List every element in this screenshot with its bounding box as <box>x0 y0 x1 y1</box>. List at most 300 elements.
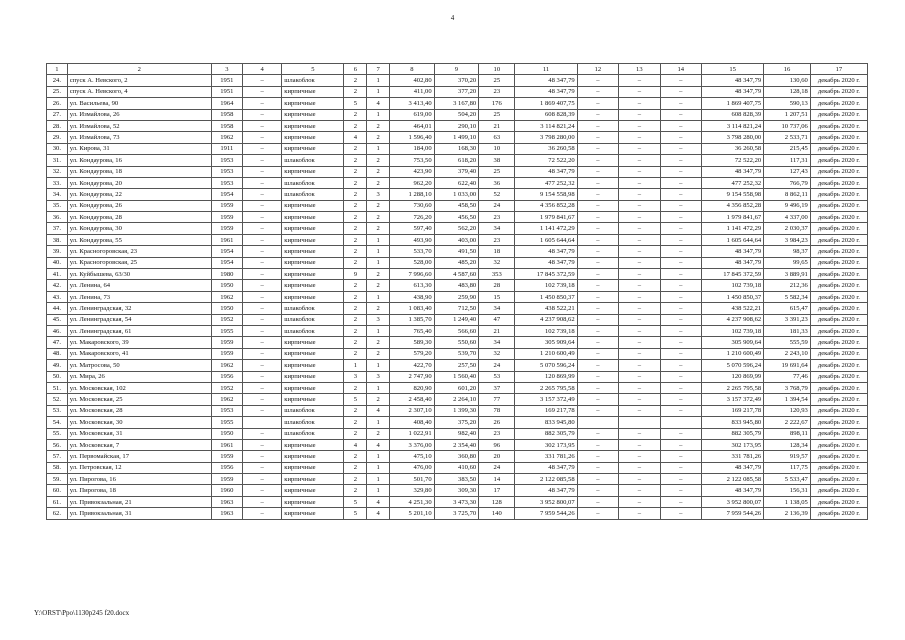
table-cell: 18 <box>479 246 515 257</box>
table-cell: кирпичные <box>282 508 344 519</box>
column-header: 8 <box>390 64 435 75</box>
table-cell: 2 <box>344 189 367 200</box>
table-cell: 3 114 821,24 <box>515 120 577 131</box>
table-row <box>47 303 868 314</box>
table-cell: 2 265 795,58 <box>702 382 764 393</box>
table-cell: ул. Макаровского, 39 <box>67 337 211 348</box>
table-cell: шлакоблок <box>282 177 344 188</box>
table-cell: ул. Васильева, 90 <box>67 98 211 109</box>
table-cell: 3 798 280,00 <box>515 132 577 143</box>
table-cell: 411,00 <box>390 86 435 97</box>
table-cell: кирпичные <box>282 280 344 291</box>
table-cell: 28 <box>479 280 515 291</box>
table-cell: – <box>242 200 281 211</box>
table-cell: декабрь 2020 г. <box>810 360 867 371</box>
table-cell <box>619 417 660 428</box>
table-cell: декабрь 2020 г. <box>810 98 867 109</box>
table-cell: – <box>577 337 618 348</box>
table-cell: 52. <box>47 394 68 405</box>
table-cell: – <box>619 291 660 302</box>
table-cell: 2 <box>344 143 367 154</box>
table-cell: 379,40 <box>434 166 479 177</box>
table-cell: 4 237 908,62 <box>515 314 577 325</box>
table-cell: – <box>619 314 660 325</box>
table-cell: 36. <box>47 212 68 223</box>
table-cell: 2 <box>367 303 390 314</box>
table-cell: 46. <box>47 325 68 336</box>
table-cell: 1959 <box>211 337 242 348</box>
table-cell: – <box>660 200 701 211</box>
table-cell: 3 <box>367 314 390 325</box>
table-cell: – <box>242 177 281 188</box>
table-cell <box>577 417 618 428</box>
column-header: 17 <box>810 64 867 75</box>
column-header: 2 <box>67 64 211 75</box>
table-cell: ул. Измайлова, 26 <box>67 109 211 120</box>
table-cell: ул. Матросова, 50 <box>67 360 211 371</box>
table-cell: 20 <box>479 451 515 462</box>
table-cell: – <box>619 155 660 166</box>
table-cell: 1956 <box>211 371 242 382</box>
footer-file-path: Y:\ORST\Ppo\1130p245 f20.docx <box>34 609 130 617</box>
table-cell: ул. Куйбышева, 63/30 <box>67 269 211 280</box>
table-cell: – <box>242 212 281 223</box>
table-cell: 3 725,70 <box>434 508 479 519</box>
table-cell: 2 <box>367 428 390 439</box>
table-cell: 117,31 <box>764 155 811 166</box>
table-cell: – <box>619 75 660 86</box>
table-cell: 423,90 <box>390 166 435 177</box>
table-row <box>47 223 868 234</box>
table-cell: – <box>242 291 281 302</box>
table-row <box>47 257 868 268</box>
table-cell: 48 347,79 <box>515 246 577 257</box>
table-cell: – <box>577 314 618 325</box>
table-cell: 120,93 <box>764 405 811 416</box>
table-cell: ул. Московская, 25 <box>67 394 211 405</box>
table-cell: 1 <box>367 382 390 393</box>
table-cell: – <box>619 485 660 496</box>
table-cell: 438,90 <box>390 291 435 302</box>
table-cell: – <box>577 269 618 280</box>
table-cell: ул. Петровская, 12 <box>67 462 211 473</box>
table-cell: – <box>619 303 660 314</box>
table-cell: – <box>619 508 660 519</box>
table-cell: – <box>577 291 618 302</box>
table-cell: – <box>619 109 660 120</box>
table-row <box>47 246 868 257</box>
table-cell: 1959 <box>211 474 242 485</box>
table-cell: 2 <box>367 155 390 166</box>
table-cell: 28. <box>47 120 68 131</box>
table-cell: – <box>619 189 660 200</box>
table-cell: 48 347,79 <box>515 257 577 268</box>
table-cell: – <box>242 439 281 450</box>
table-cell: – <box>577 86 618 97</box>
table-cell: 1 <box>367 257 390 268</box>
table-cell: 1959 <box>211 348 242 359</box>
table-cell: – <box>619 166 660 177</box>
table-cell: ул. Макаровского, 41 <box>67 348 211 359</box>
table-cell: 17 845 372,59 <box>702 269 764 280</box>
table-cell: 117,75 <box>764 462 811 473</box>
table-cell: 10 737,06 <box>764 120 811 131</box>
table-cell: 820,90 <box>390 382 435 393</box>
table-row <box>47 212 868 223</box>
table-cell: 102 739,18 <box>515 325 577 336</box>
table-cell: 49. <box>47 360 68 371</box>
table-cell: 9 <box>344 269 367 280</box>
table-cell: – <box>619 246 660 257</box>
table-cell: 34 <box>479 337 515 348</box>
table-cell: 42. <box>47 280 68 291</box>
table-cell: 962,20 <box>390 177 435 188</box>
table-cell: 48 347,79 <box>515 462 577 473</box>
table-cell: – <box>660 428 701 439</box>
table-cell: спуск А. Невского, 2 <box>67 75 211 86</box>
table-cell: 215,45 <box>764 143 811 154</box>
table-cell: 1 210 600,49 <box>702 348 764 359</box>
table-cell: 2 533,71 <box>764 132 811 143</box>
table-cell: 25. <box>47 86 68 97</box>
table-header-row <box>47 64 868 75</box>
table-cell: 34 <box>479 223 515 234</box>
table-cell: 102 739,18 <box>515 280 577 291</box>
table-cell: 1 <box>367 417 390 428</box>
table-cell: 212,36 <box>764 280 811 291</box>
table-cell: кирпичные <box>282 269 344 280</box>
table-cell: декабрь 2020 г. <box>810 439 867 450</box>
table-cell: 72 522,20 <box>702 155 764 166</box>
table-cell: 40. <box>47 257 68 268</box>
table-cell: 765,40 <box>390 325 435 336</box>
table-cell: 169 217,78 <box>702 405 764 416</box>
table-cell: 24 <box>479 200 515 211</box>
table-cell: – <box>577 496 618 507</box>
table-cell: 2 <box>344 234 367 245</box>
table-cell: 48 347,79 <box>515 86 577 97</box>
table-cell: 4 <box>367 98 390 109</box>
table-cell: – <box>577 360 618 371</box>
table-cell: декабрь 2020 г. <box>810 143 867 154</box>
table-cell: 60. <box>47 485 68 496</box>
table-cell: 615,47 <box>764 303 811 314</box>
table-cell: – <box>577 109 618 120</box>
table-cell <box>660 417 701 428</box>
table-cell: – <box>242 234 281 245</box>
table-cell: 331 781,26 <box>515 451 577 462</box>
table-cell: 29. <box>47 132 68 143</box>
table-cell: 32 <box>479 257 515 268</box>
table-cell: – <box>660 234 701 245</box>
table-cell: – <box>577 177 618 188</box>
table-cell: 3 167,80 <box>434 98 479 109</box>
table-cell: 2 <box>344 405 367 416</box>
table-cell: кирпичные <box>282 371 344 382</box>
table-cell: 58. <box>47 462 68 473</box>
table-cell: 78 <box>479 405 515 416</box>
table-cell: 1953 <box>211 166 242 177</box>
column-header: 6 <box>344 64 367 75</box>
table-cell: 120 869,99 <box>702 371 764 382</box>
table-cell: 1955 <box>211 325 242 336</box>
table-cell: 1962 <box>211 132 242 143</box>
table-cell: 2 <box>344 177 367 188</box>
table-row <box>47 382 868 393</box>
table-cell: кирпичные <box>282 451 344 462</box>
table-cell: 26 <box>479 417 515 428</box>
table-cell: – <box>242 394 281 405</box>
table-cell: ул. Красногоровская, 25 <box>67 257 211 268</box>
table-cell: – <box>242 303 281 314</box>
table-cell: 2 747,90 <box>390 371 435 382</box>
table-cell: – <box>242 246 281 257</box>
table-cell: ул. Кондаурова, 30 <box>67 223 211 234</box>
table-cell: 2 <box>344 109 367 120</box>
table-cell: 2 307,10 <box>390 405 435 416</box>
table-cell: – <box>660 303 701 314</box>
table-cell: ул. Ленинградская, 61 <box>67 325 211 336</box>
table-cell: 550,60 <box>434 337 479 348</box>
table-cell: 383,50 <box>434 474 479 485</box>
table-cell: кирпичные <box>282 223 344 234</box>
table-cell: кирпичные <box>282 485 344 496</box>
table-cell: 1 605 644,64 <box>515 234 577 245</box>
table-cell: – <box>660 120 701 131</box>
table-cell: 5 582,34 <box>764 291 811 302</box>
table-cell: 2 <box>344 280 367 291</box>
table-cell: ул. Кондаурова, 22 <box>67 189 211 200</box>
table-cell: – <box>660 257 701 268</box>
table-cell: 555,59 <box>764 337 811 348</box>
table-cell: 2 <box>344 462 367 473</box>
column-header: 13 <box>619 64 660 75</box>
table-cell: декабрь 2020 г. <box>810 109 867 120</box>
table-cell: 38. <box>47 234 68 245</box>
table-cell: кирпичные <box>282 234 344 245</box>
table-cell: – <box>577 212 618 223</box>
table-cell: кирпичные <box>282 246 344 257</box>
table-cell: 4 356 852,28 <box>515 200 577 211</box>
table-cell: – <box>577 166 618 177</box>
table-cell: 2 <box>344 75 367 86</box>
table-cell: – <box>577 234 618 245</box>
table-cell: 464,01 <box>390 120 435 131</box>
table-cell: 2 136,39 <box>764 508 811 519</box>
table-cell: 2 122 085,58 <box>515 474 577 485</box>
table-cell: 2 <box>367 348 390 359</box>
table-cell: 128,18 <box>764 86 811 97</box>
table-cell: 21 <box>479 120 515 131</box>
table-cell: – <box>242 428 281 439</box>
table-cell: – <box>660 212 701 223</box>
table-row <box>47 155 868 166</box>
table-cell: – <box>619 439 660 450</box>
table-cell: – <box>619 120 660 131</box>
table-cell: 1950 <box>211 428 242 439</box>
table-cell: 501,70 <box>390 474 435 485</box>
table-cell: 1911 <box>211 143 242 154</box>
table-cell: декабрь 2020 г. <box>810 86 867 97</box>
table-cell: 3 413,40 <box>390 98 435 109</box>
table-cell: ул. Привокзальная, 31 <box>67 508 211 519</box>
table-cell: – <box>619 382 660 393</box>
table-cell: 3 952 800,07 <box>515 496 577 507</box>
table-cell: – <box>619 474 660 485</box>
table-row <box>47 98 868 109</box>
table-cell: декабрь 2020 г. <box>810 417 867 428</box>
table-cell: 1963 <box>211 508 242 519</box>
table-cell: – <box>619 212 660 223</box>
table-cell: ул. Московская, 30 <box>67 417 211 428</box>
table-cell: 438 522,21 <box>515 303 577 314</box>
table-cell: кирпичные <box>282 337 344 348</box>
table-cell: 10 <box>479 143 515 154</box>
table-cell: 1 596,40 <box>390 132 435 143</box>
table-cell: 1 <box>367 75 390 86</box>
table-cell: 608 828,39 <box>515 109 577 120</box>
table-cell: 2 222,67 <box>764 417 811 428</box>
table-cell: – <box>660 405 701 416</box>
table-cell: декабрь 2020 г. <box>810 371 867 382</box>
table-cell: 597,40 <box>390 223 435 234</box>
table-cell: декабрь 2020 г. <box>810 314 867 325</box>
table-cell: – <box>619 200 660 211</box>
table-cell: 1 207,51 <box>764 109 811 120</box>
table-cell: 39. <box>47 246 68 257</box>
table-cell: 4 <box>367 405 390 416</box>
table-cell: – <box>242 120 281 131</box>
table-cell: 305 909,64 <box>515 337 577 348</box>
table-cell: – <box>660 109 701 120</box>
table-cell: 1 249,40 <box>434 314 479 325</box>
table-cell: 2 <box>344 246 367 257</box>
table-cell: 1951 <box>211 86 242 97</box>
table-cell: 2 <box>344 382 367 393</box>
table-cell: 1 141 472,29 <box>702 223 764 234</box>
table-cell: декабрь 2020 г. <box>810 337 867 348</box>
table-cell: 3 798 280,00 <box>702 132 764 143</box>
table-cell: кирпичные <box>282 394 344 405</box>
table-cell: 4 <box>344 439 367 450</box>
table-cell: 62. <box>47 508 68 519</box>
table-cell: 1959 <box>211 451 242 462</box>
table-cell: 2 <box>344 166 367 177</box>
table-cell: 3 768,79 <box>764 382 811 393</box>
table-cell: декабрь 2020 г. <box>810 394 867 405</box>
table-row <box>47 405 868 416</box>
table-cell: декабрь 2020 г. <box>810 303 867 314</box>
table-cell: кирпичные <box>282 98 344 109</box>
table-cell: 2 354,40 <box>434 439 479 450</box>
table-cell: 1 083,40 <box>390 303 435 314</box>
table-cell: – <box>577 325 618 336</box>
table-cell: 375,20 <box>434 417 479 428</box>
table-cell: 2 458,40 <box>390 394 435 405</box>
table-cell: 61. <box>47 496 68 507</box>
table-cell: 2 264,10 <box>434 394 479 405</box>
table-cell: – <box>619 360 660 371</box>
table-cell: 15 <box>479 291 515 302</box>
table-cell: 51. <box>47 382 68 393</box>
table-cell: 36 260,58 <box>515 143 577 154</box>
table-cell: 25 <box>479 109 515 120</box>
table-row <box>47 143 868 154</box>
table-cell: ул. Ленина, 73 <box>67 291 211 302</box>
table-cell: 3 952 800,07 <box>702 496 764 507</box>
table-cell: 766,79 <box>764 177 811 188</box>
table-cell: 32 <box>479 348 515 359</box>
table-cell: 579,20 <box>390 348 435 359</box>
table-cell: 1961 <box>211 234 242 245</box>
table-cell: 48 347,79 <box>702 246 764 257</box>
table-cell: 7 996,60 <box>390 269 435 280</box>
table-row <box>47 86 868 97</box>
table-cell: 566,60 <box>434 325 479 336</box>
table-cell: 59. <box>47 474 68 485</box>
table-cell: – <box>660 166 701 177</box>
table-cell: кирпичные <box>282 291 344 302</box>
table-cell: – <box>577 132 618 143</box>
table-cell: – <box>660 462 701 473</box>
table-cell: 1955 <box>211 417 242 428</box>
table-cell: 533,70 <box>390 246 435 257</box>
table-cell: – <box>619 337 660 348</box>
table-cell: 2 <box>344 303 367 314</box>
table-cell: 1959 <box>211 200 242 211</box>
table-cell: 898,11 <box>764 428 811 439</box>
table-cell: шлакоблок <box>282 303 344 314</box>
table-cell: 9 154 558,98 <box>702 189 764 200</box>
table-cell: 41. <box>47 269 68 280</box>
table-cell: 34. <box>47 189 68 200</box>
table-cell: 1 <box>367 143 390 154</box>
table-cell: 2 <box>344 348 367 359</box>
table-cell: 1960 <box>211 485 242 496</box>
table-cell: 17 845 372,59 <box>515 269 577 280</box>
table-cell: ул. Кондаурова, 16 <box>67 155 211 166</box>
table-cell: – <box>577 428 618 439</box>
table-cell: 1963 <box>211 496 242 507</box>
table-cell: – <box>242 257 281 268</box>
table-cell: декабрь 2020 г. <box>810 189 867 200</box>
table-cell: 882 305,79 <box>702 428 764 439</box>
table-cell: 619,00 <box>390 109 435 120</box>
table-cell: 1954 <box>211 257 242 268</box>
table-cell: – <box>577 508 618 519</box>
table-cell: – <box>242 485 281 496</box>
table-cell: – <box>577 485 618 496</box>
table-cell: 9 154 558,98 <box>515 189 577 200</box>
table-cell: 2 <box>344 223 367 234</box>
table-cell: – <box>619 325 660 336</box>
table-cell: 1 <box>344 360 367 371</box>
table-cell: – <box>619 428 660 439</box>
table-cell: 475,10 <box>390 451 435 462</box>
table-cell: – <box>577 439 618 450</box>
table-cell: – <box>619 234 660 245</box>
table-cell: – <box>577 405 618 416</box>
table-cell: – <box>577 98 618 109</box>
table-cell: 1 605 644,64 <box>702 234 764 245</box>
table-cell: – <box>577 120 618 131</box>
table-cell: 2 <box>367 177 390 188</box>
table-cell: 45. <box>47 314 68 325</box>
table-cell: кирпичные <box>282 360 344 371</box>
table-cell: 2 <box>344 86 367 97</box>
table-row <box>47 451 868 462</box>
table-cell: кирпичные <box>282 132 344 143</box>
